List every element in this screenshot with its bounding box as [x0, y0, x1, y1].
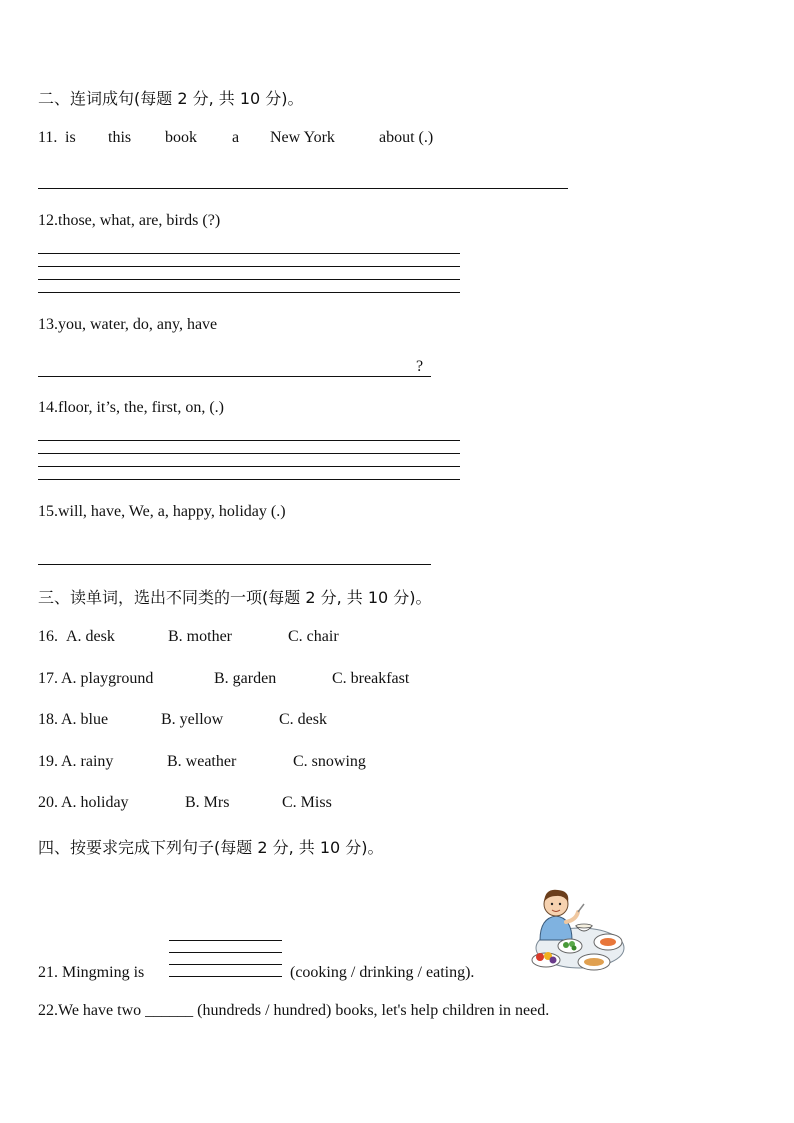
- answer-line[interactable]: [169, 940, 282, 941]
- answer-options: (cooking / drinking / eating).: [290, 964, 475, 981]
- option-b[interactable]: B. yellow: [161, 711, 224, 728]
- question-text: 12.those, what, are, birds (?): [38, 212, 221, 229]
- answer-line[interactable]: [38, 266, 460, 267]
- option-b[interactable]: B. weather: [167, 753, 237, 770]
- answer-line[interactable]: [38, 188, 568, 189]
- answer-line[interactable]: [38, 479, 460, 480]
- option-a[interactable]: A. holiday: [61, 794, 129, 811]
- question-text: 14.floor, it’s, the, first, on, (.): [38, 399, 224, 416]
- section-4-heading: 四、按要求完成下列句子(每题 2 分, 共 10 分)。: [38, 838, 384, 857]
- word-tile: a: [232, 129, 240, 146]
- answer-line[interactable]: [38, 440, 460, 441]
- answer-line[interactable]: [38, 253, 460, 254]
- question-prefix: 21. Mingming is: [38, 964, 145, 981]
- option-b[interactable]: B. mother: [168, 628, 232, 645]
- option-c[interactable]: C. Miss: [282, 794, 332, 811]
- word-tile: New York: [270, 129, 335, 146]
- word-tile: this: [108, 129, 132, 146]
- answer-line[interactable]: [169, 952, 282, 953]
- answer-line[interactable]: [169, 964, 282, 965]
- option-b[interactable]: B. garden: [214, 670, 277, 687]
- option-a[interactable]: A. playground: [61, 670, 154, 687]
- option-a[interactable]: A. rainy: [61, 753, 114, 770]
- question-number: 18.: [38, 711, 58, 728]
- answer-line[interactable]: [38, 279, 460, 280]
- word-tile: book: [165, 129, 197, 146]
- question-text: 13.you, water, do, any, have: [38, 316, 218, 333]
- question-number: 20.: [38, 794, 58, 811]
- option-b[interactable]: B. Mrs: [185, 794, 230, 811]
- answer-line[interactable]: [38, 564, 431, 565]
- answer-line[interactable]: [169, 976, 282, 977]
- option-c[interactable]: C. snowing: [293, 753, 366, 770]
- question-number: 16.: [38, 628, 58, 645]
- question-text: 22.We have two ______ (hundreds / hundred) books, let's help children in need.: [38, 1002, 550, 1019]
- option-a[interactable]: A. desk: [66, 628, 115, 645]
- boy-eating-illustration: [518, 882, 626, 974]
- question-number: 17.: [38, 670, 58, 687]
- answer-line[interactable]: [38, 376, 431, 377]
- question-mark: ?: [416, 358, 424, 375]
- word-tile: is: [65, 129, 76, 146]
- option-c[interactable]: C. desk: [279, 711, 327, 728]
- word-tile: about (.): [379, 129, 434, 146]
- answer-line[interactable]: [38, 466, 460, 467]
- section-3-heading: 三、读单词，选出不同类的一项(每题 2 分, 共 10 分)。: [38, 588, 432, 607]
- question-number: 11.: [38, 129, 58, 146]
- section-2-heading: 二、连词成句(每题 2 分, 共 10 分)。: [38, 89, 304, 108]
- option-c[interactable]: C. chair: [288, 628, 339, 645]
- answer-line[interactable]: [38, 292, 460, 293]
- option-a[interactable]: A. blue: [61, 711, 109, 728]
- option-c[interactable]: C. breakfast: [332, 670, 410, 687]
- answer-line[interactable]: [38, 453, 460, 454]
- question-text: 15.will, have, We, a, happy, holiday (.): [38, 503, 286, 520]
- question-number: 19.: [38, 753, 58, 770]
